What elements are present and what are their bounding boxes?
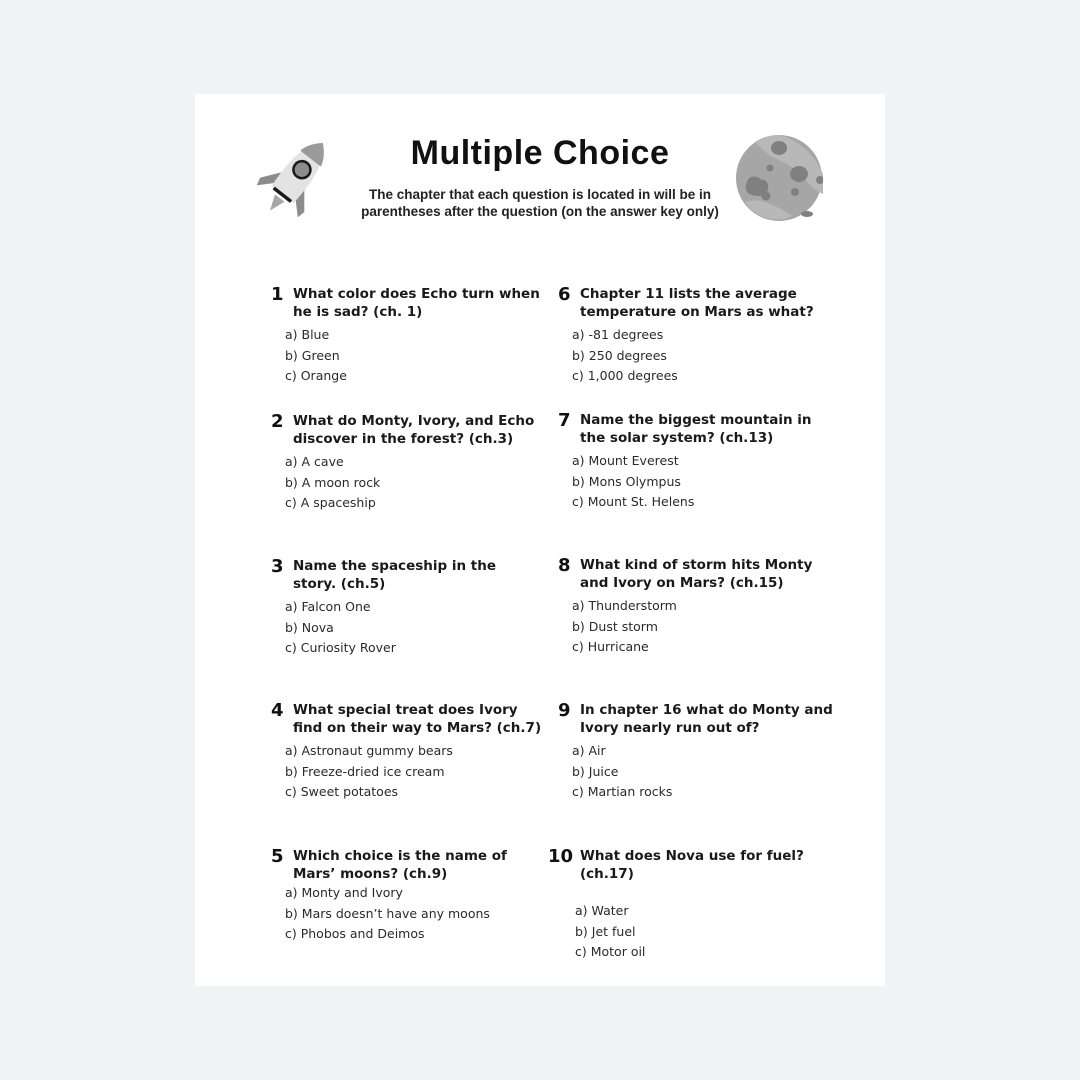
option-b: b) A moon rock (285, 474, 381, 490)
moon-icon (735, 134, 823, 222)
question-number: 10 (548, 846, 574, 867)
question-2 (271, 412, 541, 514)
option-c: c) Motor oil (575, 944, 646, 959)
options-list (572, 741, 838, 803)
question-number: 1 (271, 284, 284, 305)
question-text: What special treat does Ivory find on their way to Mars? (ch.7) (293, 702, 542, 736)
option-c: c) Sweet potatoes (285, 784, 399, 799)
question-text: In chapter 16 what do Monty and Ivory nearly run out of? (580, 702, 833, 736)
option-b: b) 250 degrees (572, 347, 667, 363)
question-text: Chapter 11 lists the average temperature on Mars as what? (580, 286, 814, 320)
page-title: Multiple Choice (410, 134, 670, 172)
options-list (572, 451, 838, 513)
question-10 (548, 847, 848, 963)
options-list (572, 325, 838, 387)
option-a: a) Mount Everest (572, 453, 679, 468)
options-list (575, 901, 848, 963)
option-c: c) Martian rocks (572, 784, 673, 799)
question-9 (558, 701, 838, 803)
option-b: b) Nova (285, 619, 334, 635)
question-text: Which choice is the name of Mars’ moons? (ch.9) (293, 848, 507, 882)
question-number: 9 (558, 700, 571, 721)
question-number: 7 (558, 410, 571, 431)
question-number: 5 (271, 846, 284, 867)
options-list (285, 452, 541, 514)
option-c: c) 1,000 degrees (572, 368, 678, 383)
page-subtitle: The chapter that each question is located in will be in parentheses after the question (on the answer key only) (361, 187, 719, 219)
question-5 (271, 847, 541, 945)
option-a: a) Falcon One (285, 599, 371, 614)
question-8 (558, 556, 838, 658)
option-c: c) Phobos and Deimos (285, 926, 425, 941)
question-number: 2 (271, 411, 284, 432)
option-b: b) Juice (572, 763, 619, 779)
option-a: a) Monty and Ivory (285, 885, 403, 900)
option-c: c) Curiosity Rover (285, 640, 396, 655)
question-4 (271, 701, 551, 803)
options-list (285, 325, 541, 387)
question-text: Name the spaceship in the story. (ch.5) (293, 558, 497, 592)
question-text: What kind of storm hits Monty and Ivory on Mars? (ch.15) (580, 557, 813, 591)
option-a: a) -81 degrees (572, 327, 664, 342)
option-b: b) Mars doesn’t have any moons (285, 905, 490, 921)
option-a: a) Astronaut gummy bears (285, 743, 453, 758)
option-b: b) Jet fuel (575, 923, 636, 939)
question-6 (558, 285, 838, 387)
question-text: What color does Echo turn when he is sad? (ch. 1) (293, 286, 540, 320)
option-a: a) A cave (285, 454, 344, 469)
option-a: a) Water (575, 903, 629, 918)
question-number: 8 (558, 555, 571, 576)
question-3 (271, 557, 541, 659)
question-number: 6 (558, 284, 571, 305)
option-b: b) Dust storm (572, 618, 658, 634)
option-c: c) Mount St. Helens (572, 494, 695, 509)
option-a: a) Air (572, 743, 606, 758)
option-b: b) Freeze-dried ice cream (285, 763, 445, 779)
option-a: a) Thunderstorm (572, 598, 677, 613)
question-text: What does Nova use for fuel? (ch.17) (580, 848, 804, 882)
option-c: c) Hurricane (572, 639, 649, 654)
worksheet-page (195, 94, 885, 986)
options-list (285, 597, 541, 659)
option-a: a) Blue (285, 327, 330, 342)
question-text: Name the biggest mountain in the solar system? (ch.13) (580, 412, 812, 446)
option-b: b) Green (285, 347, 340, 363)
option-c: c) Orange (285, 368, 347, 383)
options-list (285, 883, 541, 945)
question-number: 4 (271, 700, 284, 721)
question-text: What do Monty, Ivory, and Echo discover in the forest? (ch.3) (293, 413, 535, 447)
options-list (572, 596, 838, 658)
options-list (285, 741, 551, 803)
option-c: c) A spaceship (285, 495, 376, 510)
question-number: 3 (271, 556, 284, 577)
question-1 (271, 285, 541, 387)
question-7 (558, 411, 838, 513)
option-b: b) Mons Olympus (572, 473, 681, 489)
